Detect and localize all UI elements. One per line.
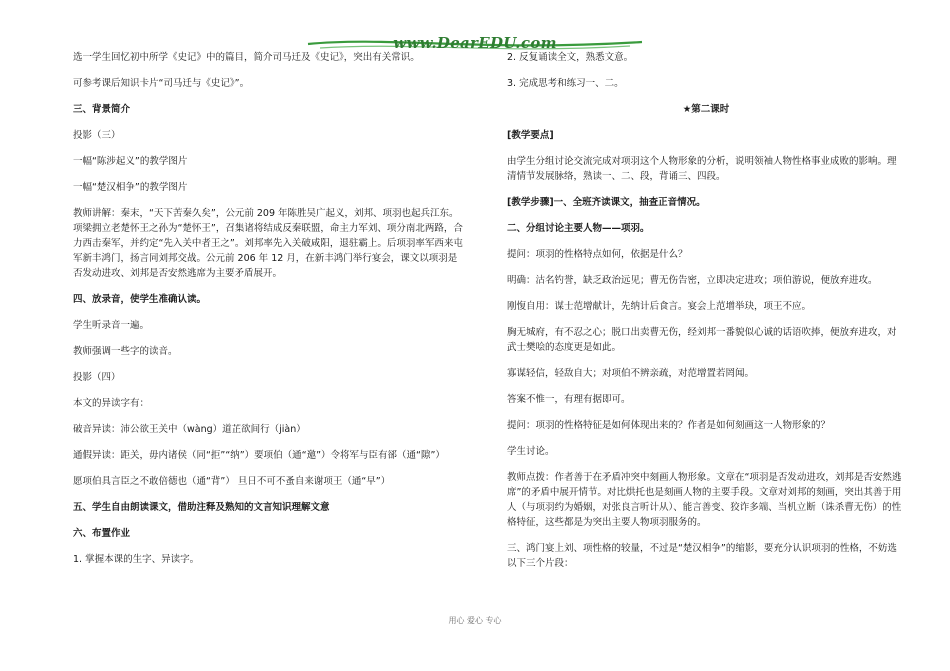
paragraph: 破音异读：沛公欲王关中（wàng）道芷欲间行（jiàn） xyxy=(73,424,306,435)
paragraph: 提问：项羽的性格特点如何，依据是什么？ xyxy=(507,249,688,260)
section-heading: 五、学生自由朗读课文，借助注释及熟知的文言知识理解文意 xyxy=(73,502,330,513)
paragraph: 2. 反复诵读全文，熟悉文意。 xyxy=(507,52,634,63)
paragraph: 三、鸿门宴上刘、项性格的较量，不过是“楚汉相争”的缩影，要充分认识项羽的性格，不妨选以下三个片段： xyxy=(507,543,897,569)
right-column xyxy=(507,50,905,582)
section-heading: 四、放录音，使学生准确认读。 xyxy=(73,294,207,305)
paragraph: 3. 完成思考和练习一、二。 xyxy=(507,78,624,89)
paragraph: 通假异读：距关，毋内诸侯（同“拒”“纳”）要项伯（通“邀”）令将军与臣有郤（通“隙”） xyxy=(73,450,445,461)
paragraph: 学生讨论。 xyxy=(507,446,555,457)
paragraph: 提问：项羽的性格特征是如何体现出来的？作者是如何刻画这一人物形象的？ xyxy=(507,420,831,431)
paragraph: 一幅“楚汉相争”的教学图片 xyxy=(73,182,188,193)
site-logo-text: www.DearEDU.com xyxy=(393,34,557,52)
section-heading: [教学步骤]一、全班齐读课文，抽查正音情况。 xyxy=(507,197,706,208)
section-heading: 二、分组讨论主要人物——项羽。 xyxy=(507,223,650,234)
paragraph: 明确：沽名钓誉，缺乏政治远见；曹无伤告密，立即决定进攻；项伯游说，便放弃进攻。 xyxy=(507,275,878,286)
paragraph: 选一学生回忆初中所学《史记》中的篇目，简介司马迁及《史记》，突出有关常识。 xyxy=(73,52,420,63)
paragraph: 寡谋轻信，轻敌自大；对项伯不辨亲疏，对范增置若罔闻。 xyxy=(507,368,755,379)
paragraph: 一幅“陈涉起义”的教学图片 xyxy=(73,156,188,167)
paragraph: 答案不惟一，有理有据即可。 xyxy=(507,394,631,405)
paragraph: 教师点拨：作者善于在矛盾冲突中刻画人物形象。文章在“项羽是否发动进攻，刘邦是否安然逃席”的矛盾中展开情节。对比烘托也是刻画人物的主要手段。文章对刘邦的刻画，突出其善于用人（与项羽约为婚姻，对张良言听计从）、能言善变、狡诈多端、当机立断（诛杀曹无伤）的性格特征，这些都是为突出主要人物项羽服务的。 xyxy=(507,472,902,528)
paragraph: 学生听录音一遍。 xyxy=(73,320,150,331)
section-heading: [教学要点] xyxy=(507,130,554,141)
paragraph: 投影（三） xyxy=(73,130,121,141)
paragraph: 可参考课后知识卡片“司马迁与《史记》”。 xyxy=(73,78,250,89)
section-heading: 三、背景简介 xyxy=(73,104,131,115)
paragraph: 教师讲解：秦末，“天下苦秦久矣”，公元前 209 年陈胜吴广起义，刘邦、项羽也起兵江东。项梁拥立老楚怀王之孙为“楚怀王”，召集诸将结成反秦联盟，命主力军刘、项分南北两路，合力西击秦军，并约定“先入关中者王之”。刘邦率先入关破咸阳，退驻霸上。后项羽率军西来屯军新丰鸿门，扬言同刘邦交战。公元前 206 年 12 月，在新丰鸿门举行宴会，课文以项羽是否发动进攻、刘邦是否安然逃席为主要矛盾展开。 xyxy=(73,208,463,279)
paragraph: 本文的异读字有： xyxy=(73,398,150,409)
paragraph: 教师强调一些字的读音。 xyxy=(73,346,178,357)
paragraph: 愿项伯具言臣之不敢倍德也（通“背”） 旦日不可不蚤自来谢项王（通“早”） xyxy=(73,476,391,487)
paragraph: 刚愎自用：谋士范增献计，先纳计后食言。宴会上范增举玦，项王不应。 xyxy=(507,301,812,312)
left-column xyxy=(62,50,464,578)
paragraph: 由学生分组讨论交流完成对项羽这个人物形象的分析，说明领袖人物性格事业成败的影响。理清情节发展脉络，熟读一、二、段，背诵三、四段。 xyxy=(507,156,897,182)
section-heading: 六、布置作业 xyxy=(73,528,131,539)
paragraph: 胸无城府，有不忍之心；脱口出卖曹无伤，经刘邦一番貌似心诚的话语吹捧，便放弃进攻，对武士樊哙的态度更是如此。 xyxy=(507,327,897,353)
page-footer: 用心 爱心 专心 xyxy=(448,616,502,625)
paragraph: 1. 掌握本课的生字、异读字。 xyxy=(73,554,200,565)
paragraph: 投影（四） xyxy=(73,372,121,383)
lesson-heading: ★第二课时 xyxy=(682,104,730,115)
